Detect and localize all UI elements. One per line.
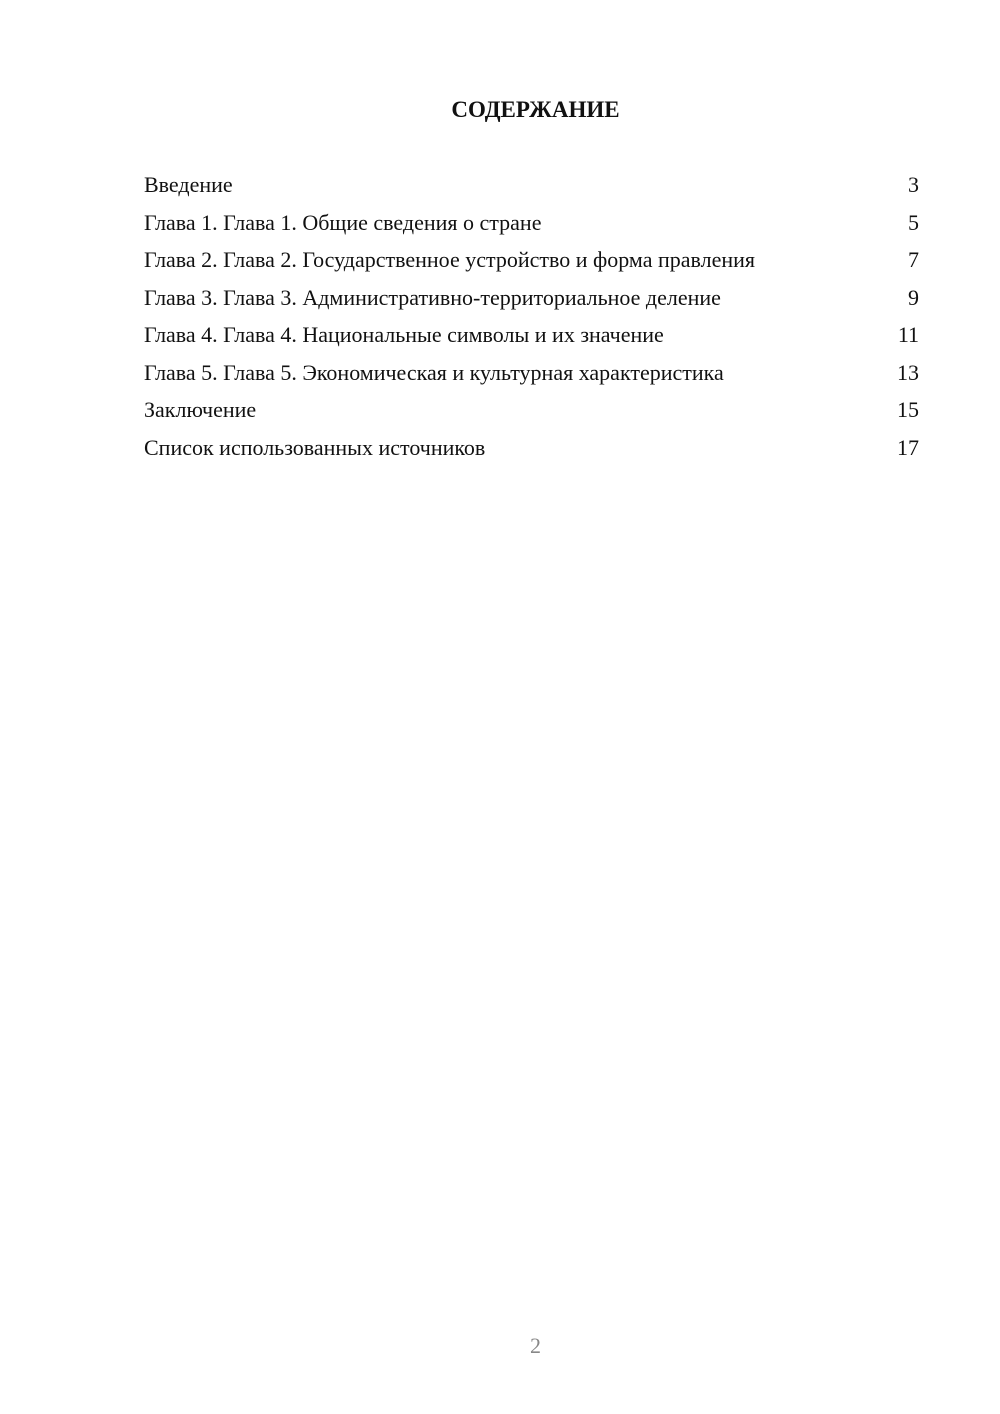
toc-entry-chapter-4 <box>144 321 919 348</box>
toc-entry-introduction <box>144 171 919 198</box>
toc-entry-page: 15 <box>897 397 919 422</box>
toc-entry-page: 9 <box>908 284 919 310</box>
toc-entry-label: Список использованных источников <box>144 434 486 460</box>
toc-entry-chapter-5 <box>144 359 919 386</box>
toc-entry-page: 3 <box>908 172 919 197</box>
toc-entry-label: Глава 5. Глава 5. Экономическая и культурная характеристика <box>144 359 724 385</box>
toc-entry-label: Заключение <box>144 397 257 422</box>
toc-entry-chapter-2 <box>144 246 919 273</box>
toc-entry-page: 13 <box>897 359 919 385</box>
page-title: СОДЕРЖАНИЕ <box>451 97 620 122</box>
toc-entry-label: Введение <box>144 172 233 197</box>
toc-entry-label: Глава 4. Глава 4. Национальные символы и их значение <box>144 322 664 347</box>
toc-entry-conclusion <box>144 396 919 423</box>
toc-entry-label: Глава 3. Глава 3. Административно-территориальное деление <box>144 284 721 310</box>
toc-entry-label: Глава 1. Глава 1. Общие сведения о стране <box>144 209 542 235</box>
toc-entry-page: 11 <box>897 322 919 347</box>
toc-entry-chapter-3 <box>144 284 919 311</box>
table-of-contents <box>144 171 919 471</box>
toc-entry-chapter-1 <box>144 209 919 236</box>
toc-entry-label: Глава 2. Глава 2. Государственное устройство и форма правления <box>144 247 756 272</box>
toc-entry-page: 5 <box>908 209 919 235</box>
toc-entry-page: 7 <box>908 247 919 272</box>
toc-entry-page: 17 <box>897 434 919 460</box>
toc-entry-references <box>144 434 919 461</box>
page-number: 2 <box>530 1333 541 1358</box>
